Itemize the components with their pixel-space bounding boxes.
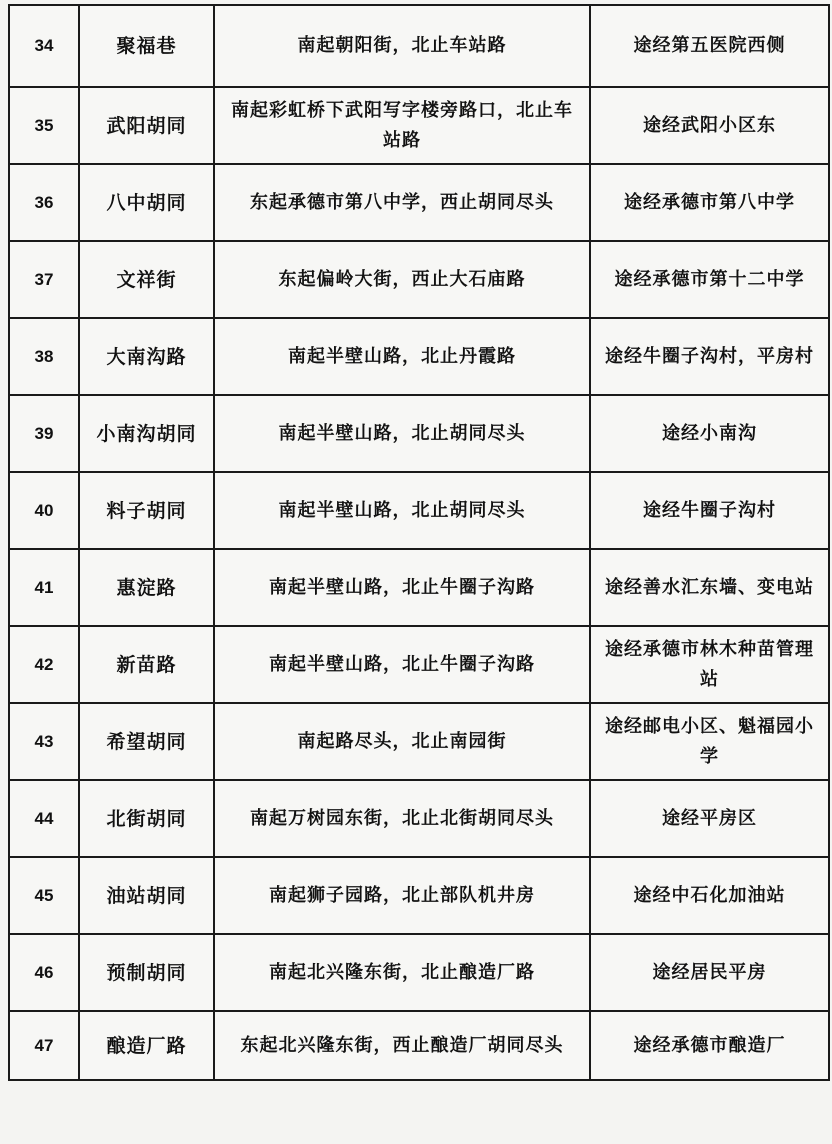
table-row (9, 934, 829, 1011)
road-name: 武阳胡同 (79, 87, 214, 164)
row-number: 45 (9, 857, 79, 934)
row-number: 37 (9, 241, 79, 318)
table-row (9, 857, 829, 934)
road-via: 途经善水汇东墙、变电站 (590, 549, 829, 626)
table-row (9, 626, 829, 703)
table-row (9, 472, 829, 549)
table-row (9, 703, 829, 780)
road-via: 途经承德市第十二中学 (590, 241, 829, 318)
road-start-end: 南起半壁山路，北止胡同尽头 (214, 395, 590, 472)
road-start-end: 南起半壁山路，北止牛圈子沟路 (214, 626, 590, 703)
road-via: 途经平房区 (590, 780, 829, 857)
table-row (9, 780, 829, 857)
row-number: 34 (9, 5, 79, 87)
table-row (9, 241, 829, 318)
document-page (8, 4, 828, 1140)
road-start-end: 南起彩虹桥下武阳写字楼旁路口，北止车站路 (214, 87, 590, 164)
road-via: 途经中石化加油站 (590, 857, 829, 934)
road-start-end: 南起路尽头，北止南园街 (214, 703, 590, 780)
row-number: 39 (9, 395, 79, 472)
row-number: 41 (9, 549, 79, 626)
row-number: 35 (9, 87, 79, 164)
road-start-end: 南起万树园东街，北止北街胡同尽头 (214, 780, 590, 857)
road-naming-table (8, 4, 830, 1081)
road-via: 途经承德市酿造厂 (590, 1011, 829, 1080)
row-number: 36 (9, 164, 79, 241)
road-start-end: 东起承德市第八中学，西止胡同尽头 (214, 164, 590, 241)
road-name: 预制胡同 (79, 934, 214, 1011)
road-name: 聚福巷 (79, 5, 214, 87)
road-name: 料子胡同 (79, 472, 214, 549)
row-number: 38 (9, 318, 79, 395)
row-number: 47 (9, 1011, 79, 1080)
road-via: 途经牛圈子沟村 (590, 472, 829, 549)
road-name: 新苗路 (79, 626, 214, 703)
road-start-end: 东起北兴隆东街，西止酿造厂胡同尽头 (214, 1011, 590, 1080)
road-via: 途经牛圈子沟村，平房村 (590, 318, 829, 395)
row-number: 46 (9, 934, 79, 1011)
row-number: 44 (9, 780, 79, 857)
road-start-end: 东起偏岭大街，西止大石庙路 (214, 241, 590, 318)
road-name: 小南沟胡同 (79, 395, 214, 472)
road-via: 途经小南沟 (590, 395, 829, 472)
road-via: 途经居民平房 (590, 934, 829, 1011)
table-row (9, 549, 829, 626)
road-start-end: 南起半壁山路，北止胡同尽头 (214, 472, 590, 549)
table-row (9, 5, 829, 87)
road-name: 酿造厂路 (79, 1011, 214, 1080)
road-start-end: 南起狮子园路，北止部队机井房 (214, 857, 590, 934)
road-name: 北街胡同 (79, 780, 214, 857)
road-name: 八中胡同 (79, 164, 214, 241)
road-name: 希望胡同 (79, 703, 214, 780)
road-name: 油站胡同 (79, 857, 214, 934)
road-start-end: 南起朝阳街，北止车站路 (214, 5, 590, 87)
road-start-end: 南起半壁山路，北止牛圈子沟路 (214, 549, 590, 626)
row-number: 43 (9, 703, 79, 780)
row-number: 40 (9, 472, 79, 549)
table-row (9, 1011, 829, 1080)
road-via: 途经武阳小区东 (590, 87, 829, 164)
road-via: 途经邮电小区、魁福园小学 (590, 703, 829, 780)
road-start-end: 南起北兴隆东街，北止酿造厂路 (214, 934, 590, 1011)
road-name: 文祥街 (79, 241, 214, 318)
table-row (9, 164, 829, 241)
road-via: 途经承德市第八中学 (590, 164, 829, 241)
road-name: 惠淀路 (79, 549, 214, 626)
row-number: 42 (9, 626, 79, 703)
road-name: 大南沟路 (79, 318, 214, 395)
table-row (9, 395, 829, 472)
road-via: 途经承德市林木种苗管理站 (590, 626, 829, 703)
table-row (9, 87, 829, 164)
road-via: 途经第五医院西侧 (590, 5, 829, 87)
table-row (9, 318, 829, 395)
road-start-end: 南起半壁山路，北止丹霞路 (214, 318, 590, 395)
